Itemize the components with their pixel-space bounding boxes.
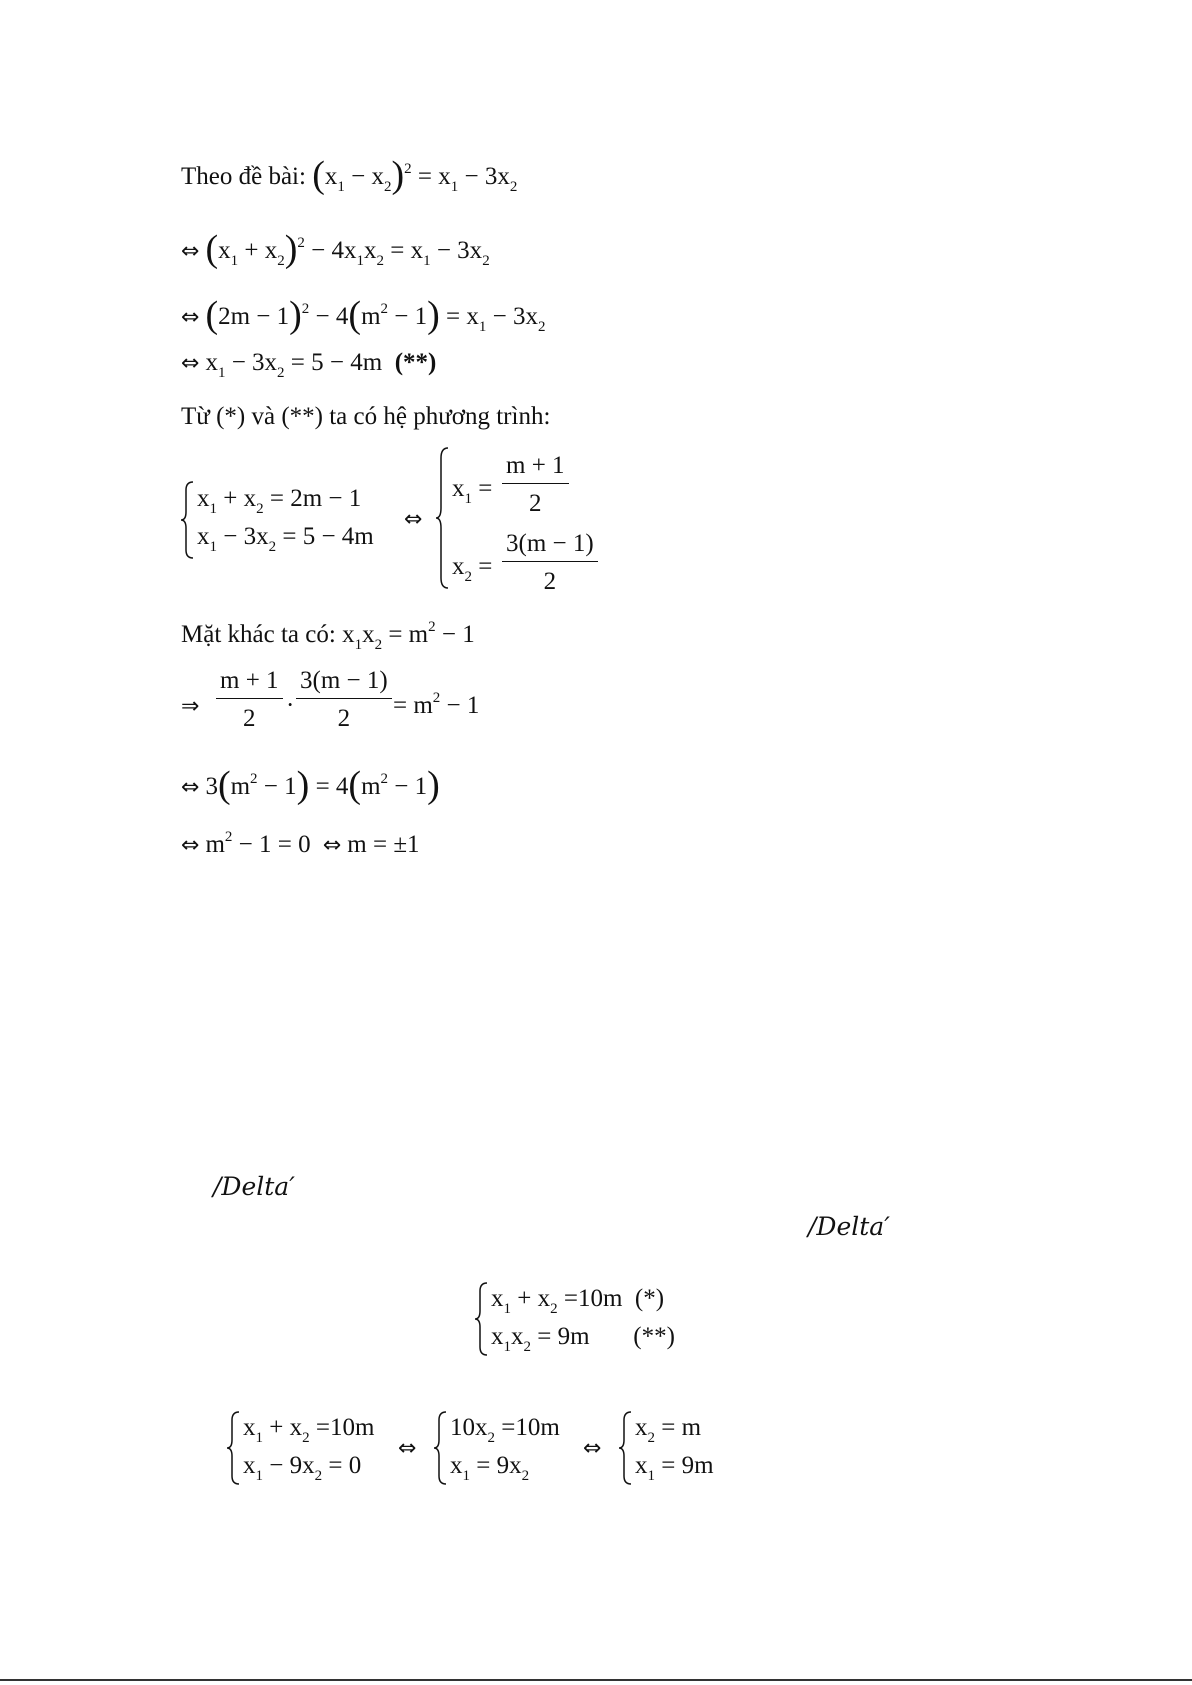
fraction-x2: $\frac{3(m - 1)}{2}$ — [502, 530, 598, 596]
fraction-m-plus-1: $\frac{m + 1}{2}$ — [216, 667, 283, 733]
system-6: $x_2 = m$ $x_1 = 9m$ — [619, 1410, 729, 1486]
theo-de-bai-label: Theo đề bài: — [181, 163, 306, 190]
left-brace-icon — [619, 1410, 633, 1486]
equation-line-1: Theo đề bài: $(x_1 - x_2)^2 = x_1 - 3x_2$ — [181, 154, 518, 196]
left-brace-icon — [227, 1410, 241, 1486]
system-5: $10x_2 =10m$ $x_1 = 9x_2$ — [434, 1410, 594, 1486]
mat-khac-line: Mặt khác ta có: $x_1x_2 = m^2 - 1$ — [181, 619, 475, 653]
double-star-label: (**) — [394, 349, 437, 376]
system-2: $x_1$ = $\frac{m + 1}{2}$ $x_2$ = $\frac{3(m - 1)}{2}$ — [436, 446, 616, 590]
system-3: $x_1 + x_2 =10m$ (*) $x_1x_2 = 9m$ (**) — [475, 1281, 715, 1357]
iff-symbol: ⇔ — [181, 351, 200, 376]
fraction-x1: $\frac{m + 1}{2}$ — [502, 452, 569, 518]
equation-line-9: ⇔ $3(m^2 - 1) = 4(m^2 - 1)$ — [181, 764, 440, 806]
iff-symbol: ⇔ — [181, 239, 200, 264]
implies-symbol: ⇒ — [181, 694, 200, 719]
equation-line-4: ⇔ $x_1 - 3x_2 = 5 - 4m$ (**) — [181, 349, 437, 381]
equation-line-3: ⇔ $(2m - 1)^2 - 4(m^2 - 1) = x_1 - 3x_2$ — [181, 294, 546, 336]
equation-line-10: ⇔ $m^2 - 1 = 0$ ⇔ m = ±1 — [181, 829, 420, 858]
iff-between-systems: ⇔ — [404, 507, 423, 532]
iff-symbol: ⇔ — [181, 305, 200, 330]
delta-placeholder-2: /Delta′ — [808, 1212, 890, 1241]
implies-symbol-line — [181, 693, 205, 718]
system-4: $x_1 + x_2 =10m$ $x_1 - 9x_2 = 0$ — [227, 1410, 417, 1486]
left-brace-icon — [475, 1281, 489, 1357]
delta-placeholder-1: /Delta′ — [213, 1172, 295, 1201]
left-brace-icon — [434, 1410, 448, 1486]
page-bottom-border — [0, 1679, 1192, 1681]
fraction-3m-minus-1: $\frac{3(m - 1)}{2}$ — [296, 667, 392, 733]
equation-line-2: ⇔ $(x_1 + x_2)^2 - 4x_1x_2 = x_1 - 3x_2$ — [181, 228, 490, 270]
tu-line: Từ (*) và (**) ta có hệ phương trình: — [181, 403, 551, 430]
left-brace-icon — [181, 480, 195, 560]
system-1: $x_1 + x_2 = 2m - 1$ $x_1 - 3x_2 = 5 - 4m$ — [181, 480, 401, 560]
left-brace-icon — [436, 446, 450, 590]
